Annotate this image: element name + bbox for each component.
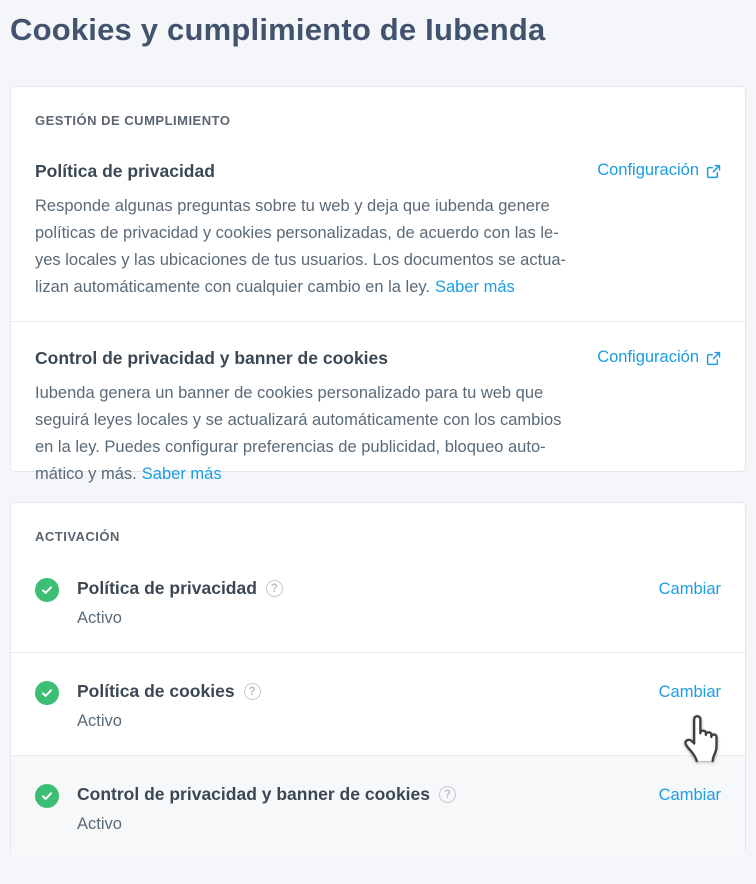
configuration-link-label: Configuración [597,348,699,366]
compliance-card [10,86,746,483]
section-privacy-policy [35,161,721,301]
section-title: Política de privacidad [35,161,215,181]
help-icon[interactable]: ? [244,683,261,700]
external-link-icon [706,351,721,366]
description-line-text: lizan automáticamente con cualquier cambio en la ley. [35,278,430,296]
activation-card [10,502,746,855]
configuration-link[interactable] [597,161,721,180]
section-title: Control de privacidad y banner de cookies [35,348,389,368]
change-link[interactable]: Cambiar [658,683,721,701]
check-circle-icon [35,784,59,808]
activation-row-status: Activo [77,712,122,730]
description-line [35,461,721,488]
check-circle-icon [35,681,59,705]
activation-row-title: Política de cookies [77,681,235,701]
check-circle-icon [35,578,59,602]
activation-row-privacy-controls [11,756,745,858]
change-link[interactable]: Cambiar [658,786,721,804]
activation-row-status: Activo [77,609,122,627]
configuration-link[interactable] [597,348,721,367]
activation-row-status: Activo [77,815,122,833]
learn-more-link[interactable]: Saber más [141,465,222,483]
section-description [35,193,721,301]
compliance-card-header: GESTIÓN DE CUMPLIMIENTO [35,113,231,128]
description-line: Iubenda genera un banner de cookies personalizado para tu web que [35,384,544,402]
learn-more-link[interactable]: Saber más [435,278,515,296]
activation-row-privacy-policy [11,550,745,652]
help-icon[interactable]: ? [266,580,283,597]
description-line: yes locales y las ubicaciones de tus usuarios. Los documentos se actua- [35,251,567,269]
card-divider [11,321,745,322]
configuration-link-label: Configuración [597,161,699,179]
page-title: Cookies y cumplimiento de Iubenda [10,12,546,47]
description-line: políticas de privacidad y cookies personalizadas, de acuerdo con las le- [35,224,559,242]
change-link[interactable]: Cambiar [658,580,721,598]
description-line-text: mático y más. [35,465,137,483]
section-description [35,380,721,488]
description-line [35,274,721,301]
external-link-icon [706,164,721,179]
description-line: seguirá leyes locales y se actualizará automáticamente con los cambios [35,411,562,429]
description-line: en la ley. Puedes configurar preferencias de publicidad, bloqueo auto- [35,438,546,456]
section-cookie-banner [35,348,721,488]
activation-row-title: Control de privacidad y banner de cookies [77,784,431,804]
activation-row-title: Política de privacidad [77,578,257,598]
activation-row-cookie-policy [11,653,745,755]
help-icon[interactable]: ? [439,786,456,803]
activation-card-header: ACTIVACIÓN [35,529,120,544]
description-line: Responde algunas preguntas sobre tu web y deja que iubenda genere [35,197,550,215]
